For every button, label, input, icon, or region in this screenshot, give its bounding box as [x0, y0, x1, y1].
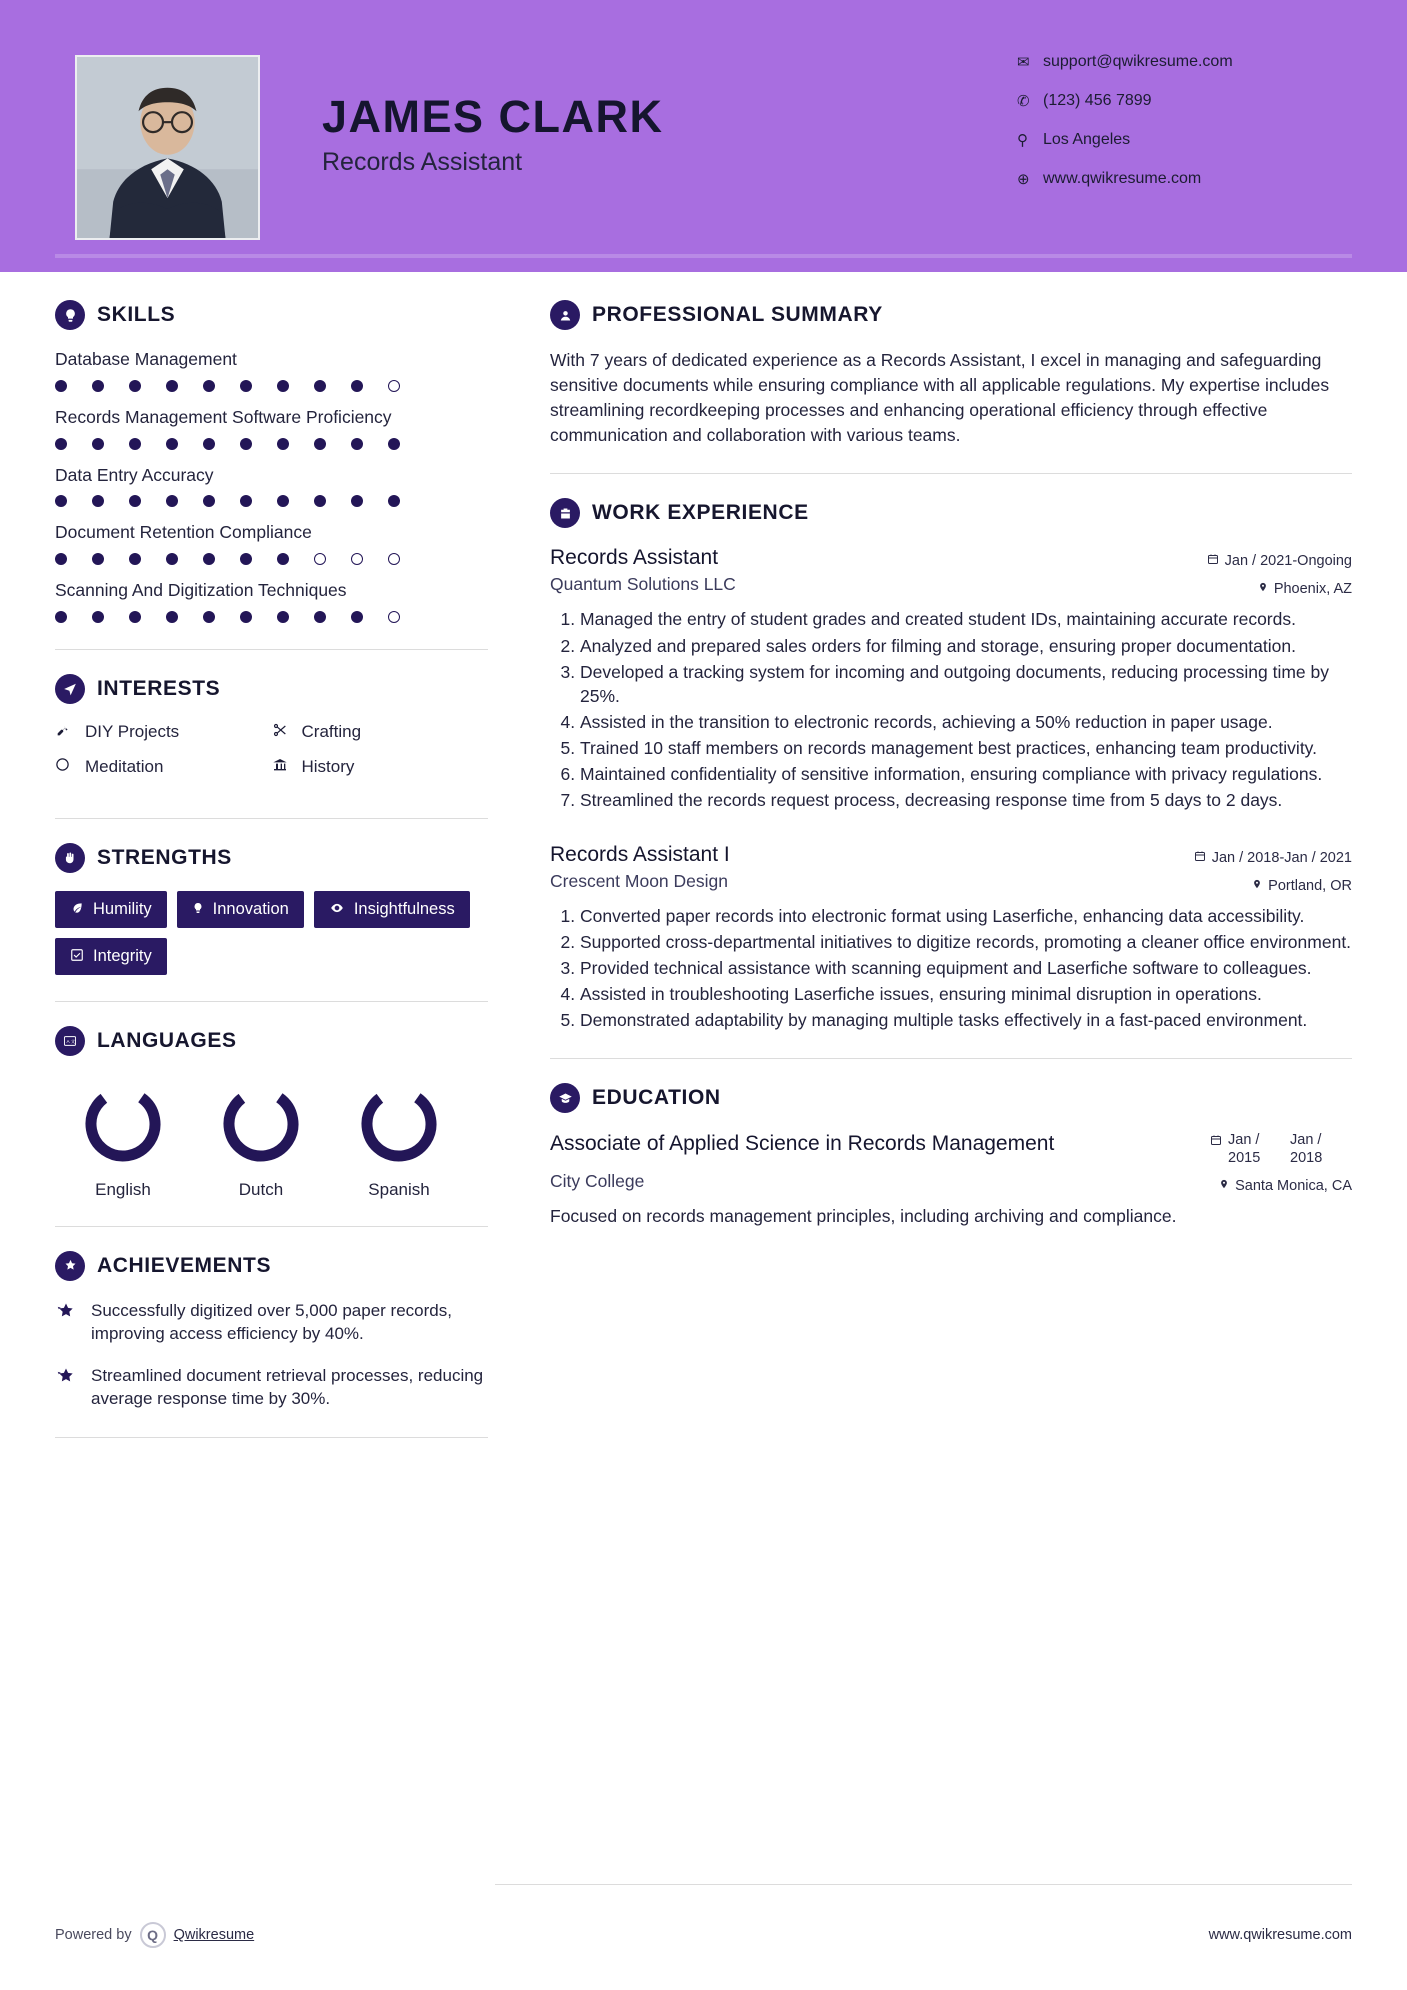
job-bullets [550, 904, 1352, 1033]
section-heading-interests [55, 674, 488, 704]
list-item: 2. Analyzed and prepared sales orders for filming and storage, ensuring proper documentation. [580, 634, 1352, 658]
list-item: 5. Demonstrated adaptability by managing multiple tasks effectively in a fast-paced environment. [580, 1008, 1352, 1032]
job-header [550, 546, 1352, 570]
strength-badge [55, 891, 167, 928]
resume-header [0, 0, 1407, 272]
contact-location-value: Los Angeles [1043, 131, 1131, 148]
skill-label: Database Management [55, 349, 237, 369]
job-role: Records Assistant I [550, 842, 730, 866]
education-header [550, 1131, 1352, 1167]
section-summary [550, 300, 1352, 447]
language-item [69, 1082, 177, 1200]
language-item [207, 1082, 315, 1200]
language-label: Spanish [368, 1179, 430, 1199]
education-degree: Associate of Applied Science in Records Management [550, 1132, 1055, 1156]
language-ring [357, 1082, 441, 1166]
section-title-achievements: ACHIEVEMENTS [97, 1253, 272, 1277]
strength-label: Innovation [212, 899, 289, 918]
education-date-start: Jan / 2015 [1228, 1132, 1261, 1167]
skill-rating [55, 495, 488, 507]
summary-text: With 7 years of dedicated experience as a Records Assistant, I excel in managing and safeguarding sensitive documents while ensuring compliance with all applicable regulations. My expertise includes streamlining recordkeeping processes and enhancing operational efficiency through effective communication and collaboration with various teams. [550, 350, 1330, 445]
list-item [55, 722, 272, 743]
skill-label: Data Entry Accuracy [55, 464, 214, 485]
check-square-icon [70, 948, 84, 965]
qwikresume-logo-icon: Q [140, 1922, 166, 1948]
list-item: 3. Developed a tracking system for incoming and outgoing documents, reducing processing time by 25%. [580, 660, 1352, 708]
calendar-icon [1207, 553, 1219, 568]
name-block [322, 55, 664, 177]
envelope-icon: ✉ [1017, 54, 1030, 71]
section-skills [55, 300, 488, 623]
job-subheader [550, 574, 1352, 597]
divider [550, 1058, 1352, 1059]
paper-plane-icon [55, 674, 85, 704]
section-title-work: WORK EXPERIENCE [592, 501, 809, 525]
powered-by [55, 1922, 254, 1948]
contact-email[interactable] [1017, 53, 1347, 71]
section-heading-achievements [55, 1251, 488, 1281]
contact-phone-value: (123) 456 7899 [1043, 92, 1152, 109]
education-date-end: Jan / 2018 [1290, 1132, 1323, 1167]
education-dates [1210, 1131, 1352, 1167]
circle-icon [55, 757, 85, 777]
location-pin-icon [1258, 581, 1268, 596]
interest-label: Meditation [85, 757, 164, 777]
section-heading-skills [55, 300, 488, 330]
job-location [1252, 871, 1352, 894]
job-dates [1207, 546, 1352, 569]
eye-icon [329, 901, 345, 918]
user-circle-icon [550, 300, 580, 330]
education-location [1219, 1171, 1352, 1194]
skill-label: Scanning And Digitization Techniques [55, 580, 347, 600]
star-icon [55, 1299, 91, 1346]
contact-website-value: www.qwikresume.com [1043, 170, 1202, 187]
leaf-icon [70, 901, 84, 918]
section-heading-summary [550, 300, 1352, 330]
graduation-icon [550, 1083, 580, 1113]
section-title-skills: SKILLS [97, 303, 176, 326]
list-item: 4. Assisted in the transition to electronic records, achieving a 50% reduction in paper usage. [580, 710, 1352, 734]
skill-rating [55, 611, 488, 623]
bulb-icon [192, 901, 204, 918]
language-label: Dutch [238, 1179, 284, 1199]
job-dates-value: Jan / 2018-Jan / 2021 [1211, 849, 1352, 866]
header-divider [55, 254, 1352, 258]
job-location-value: Phoenix, AZ [1273, 581, 1352, 598]
skill-rating [55, 380, 488, 392]
avatar [75, 55, 260, 240]
strengths-list [55, 891, 488, 975]
section-title-languages: LANGUAGES [97, 1028, 237, 1052]
section-title-interests: INTERESTS [97, 676, 221, 700]
list-item: 1. Converted paper records into electronic format using Laserfiche, enhancing data accessibility. [580, 904, 1352, 928]
briefcase-icon [550, 498, 580, 528]
divider [55, 649, 488, 650]
skill-label: Document Retention Compliance [55, 522, 312, 543]
section-heading-work [550, 498, 1352, 528]
location-pin-icon [1252, 878, 1262, 893]
job-location-value: Portland, OR [1268, 877, 1352, 894]
education-location-value: Santa Monica, CA [1235, 1178, 1352, 1195]
hand-icon [55, 843, 85, 873]
list-item: 4. Assisted in troubleshooting Laserfiche issues, ensuring minimal disruption in operations. [580, 982, 1352, 1006]
list-item [272, 722, 489, 743]
strength-label: Insightfulness [353, 899, 455, 918]
skill-item [55, 406, 488, 450]
strength-label: Humility [93, 899, 152, 918]
section-heading-strengths [55, 843, 488, 873]
header-job-title: Records Assistant [322, 148, 523, 177]
section-title-summary: PROFESSIONAL SUMMARY [592, 303, 883, 326]
section-heading-languages [55, 1026, 488, 1056]
languages-list [55, 1074, 488, 1200]
language-ring [219, 1082, 303, 1166]
section-strengths [55, 843, 488, 975]
list-item: 6. Maintained confidentiality of sensitive information, ensuring compliance with privacy regulations. [580, 762, 1352, 786]
contact-phone[interactable] [1017, 92, 1347, 110]
list-item: 2. Supported cross-departmental initiatives to digitize records, promoting a cleaner office environment. [580, 930, 1352, 954]
job-entry [550, 546, 1352, 812]
section-work-experience [550, 498, 1352, 1032]
strength-label: Integrity [93, 946, 152, 965]
achievement-text: Streamlined document retrieval processes, reducing average response time by 30%. [91, 1365, 484, 1409]
achievement-item [55, 1299, 488, 1346]
language-label: English [95, 1179, 151, 1199]
list-item [55, 757, 272, 778]
main-content [500, 300, 1352, 1462]
section-heading-education [550, 1083, 1352, 1113]
location-pin-icon [1219, 1178, 1229, 1193]
interest-label: DIY Projects [85, 722, 180, 742]
section-education [550, 1083, 1352, 1229]
page-title: JAMES CLARK [322, 91, 664, 142]
contact-website[interactable] [1017, 170, 1347, 188]
footer [55, 1922, 1352, 1948]
divider [55, 818, 488, 819]
section-title-strengths: STRENGTHS [97, 845, 232, 869]
divider [55, 1437, 488, 1438]
job-company: Crescent Moon Design [550, 870, 728, 891]
achievement-item [55, 1364, 488, 1411]
contact-location [1017, 131, 1347, 149]
star-icon [55, 1364, 91, 1411]
divider [55, 1001, 488, 1002]
location-pin-icon: ⚲ [1017, 132, 1028, 149]
job-subheader [550, 871, 1352, 894]
strength-badge [55, 938, 167, 975]
footer-divider [495, 1884, 1352, 1885]
brand-link[interactable]: Qwikresume [173, 1927, 255, 1943]
interest-label: History [301, 757, 355, 777]
bank-icon [272, 757, 302, 778]
lightbulb-icon [55, 300, 85, 330]
skill-rating [55, 553, 488, 565]
footer-website[interactable]: www.qwikresume.com [1208, 1927, 1352, 1943]
skill-label: Records Management Software Proficiency [55, 406, 392, 427]
powered-by-label: Powered by [55, 1927, 132, 1943]
skill-item [55, 579, 488, 623]
phone-icon: ✆ [1017, 93, 1030, 110]
job-entry [550, 843, 1352, 1033]
job-bullets [550, 607, 1352, 812]
job-dates [1194, 843, 1352, 866]
section-languages [55, 1026, 488, 1200]
skill-item [55, 464, 488, 508]
job-dates-value: Jan / 2021-Ongoing [1224, 553, 1352, 570]
wrench-icon [55, 722, 85, 743]
globe-icon: ⊕ [1017, 171, 1030, 188]
sidebar [55, 300, 500, 1462]
calendar-icon [1194, 850, 1206, 865]
calendar-icon [1210, 1131, 1222, 1150]
star-badge-icon [55, 1251, 85, 1281]
education-description: Focused on records management principles, including archiving and compliance. [550, 1206, 1177, 1227]
job-location [1258, 574, 1352, 597]
education-school: City College [550, 1171, 645, 1192]
section-achievements [55, 1251, 488, 1411]
section-title-education: EDUCATION [592, 1086, 721, 1110]
list-item: 7. Streamlined the records request process, decreasing response time from 5 days to 2 days. [580, 788, 1352, 812]
job-header [550, 843, 1352, 867]
scissors-icon [272, 722, 302, 743]
interest-label: Crafting [301, 722, 362, 742]
svg-text:A: A [66, 1038, 70, 1044]
education-subheader [550, 1171, 1352, 1194]
list-item: 1. Managed the entry of student grades and created student IDs, maintaining accurate records. [580, 607, 1352, 631]
skill-rating [55, 438, 488, 450]
svg-text:文: 文 [70, 1038, 76, 1044]
list-item: 3. Provided technical assistance with scanning equipment and Laserfiche software to colleagues. [580, 956, 1352, 980]
skill-item [55, 348, 488, 392]
job-company: Quantum Solutions LLC [550, 574, 736, 595]
language-item [345, 1082, 453, 1200]
language-icon [55, 1026, 85, 1056]
list-item: 5. Trained 10 staff members on records management best practices, enhancing team productivity. [580, 736, 1352, 760]
contact-list [1017, 53, 1347, 209]
achievement-text: Successfully digitized over 5,000 paper records, improving access efficiency by 40%. [91, 1300, 452, 1344]
contact-email-value: support@qwikresume.com [1043, 53, 1233, 70]
job-role: Records Assistant [550, 546, 719, 570]
strength-badge [177, 891, 304, 928]
list-item [272, 757, 489, 778]
divider [55, 1226, 488, 1227]
divider [550, 473, 1352, 474]
skill-item [55, 521, 488, 565]
section-interests [55, 674, 488, 792]
interests-list [55, 722, 488, 792]
resume-body [0, 272, 1407, 1462]
strength-badge [314, 891, 470, 928]
language-ring [81, 1082, 165, 1166]
